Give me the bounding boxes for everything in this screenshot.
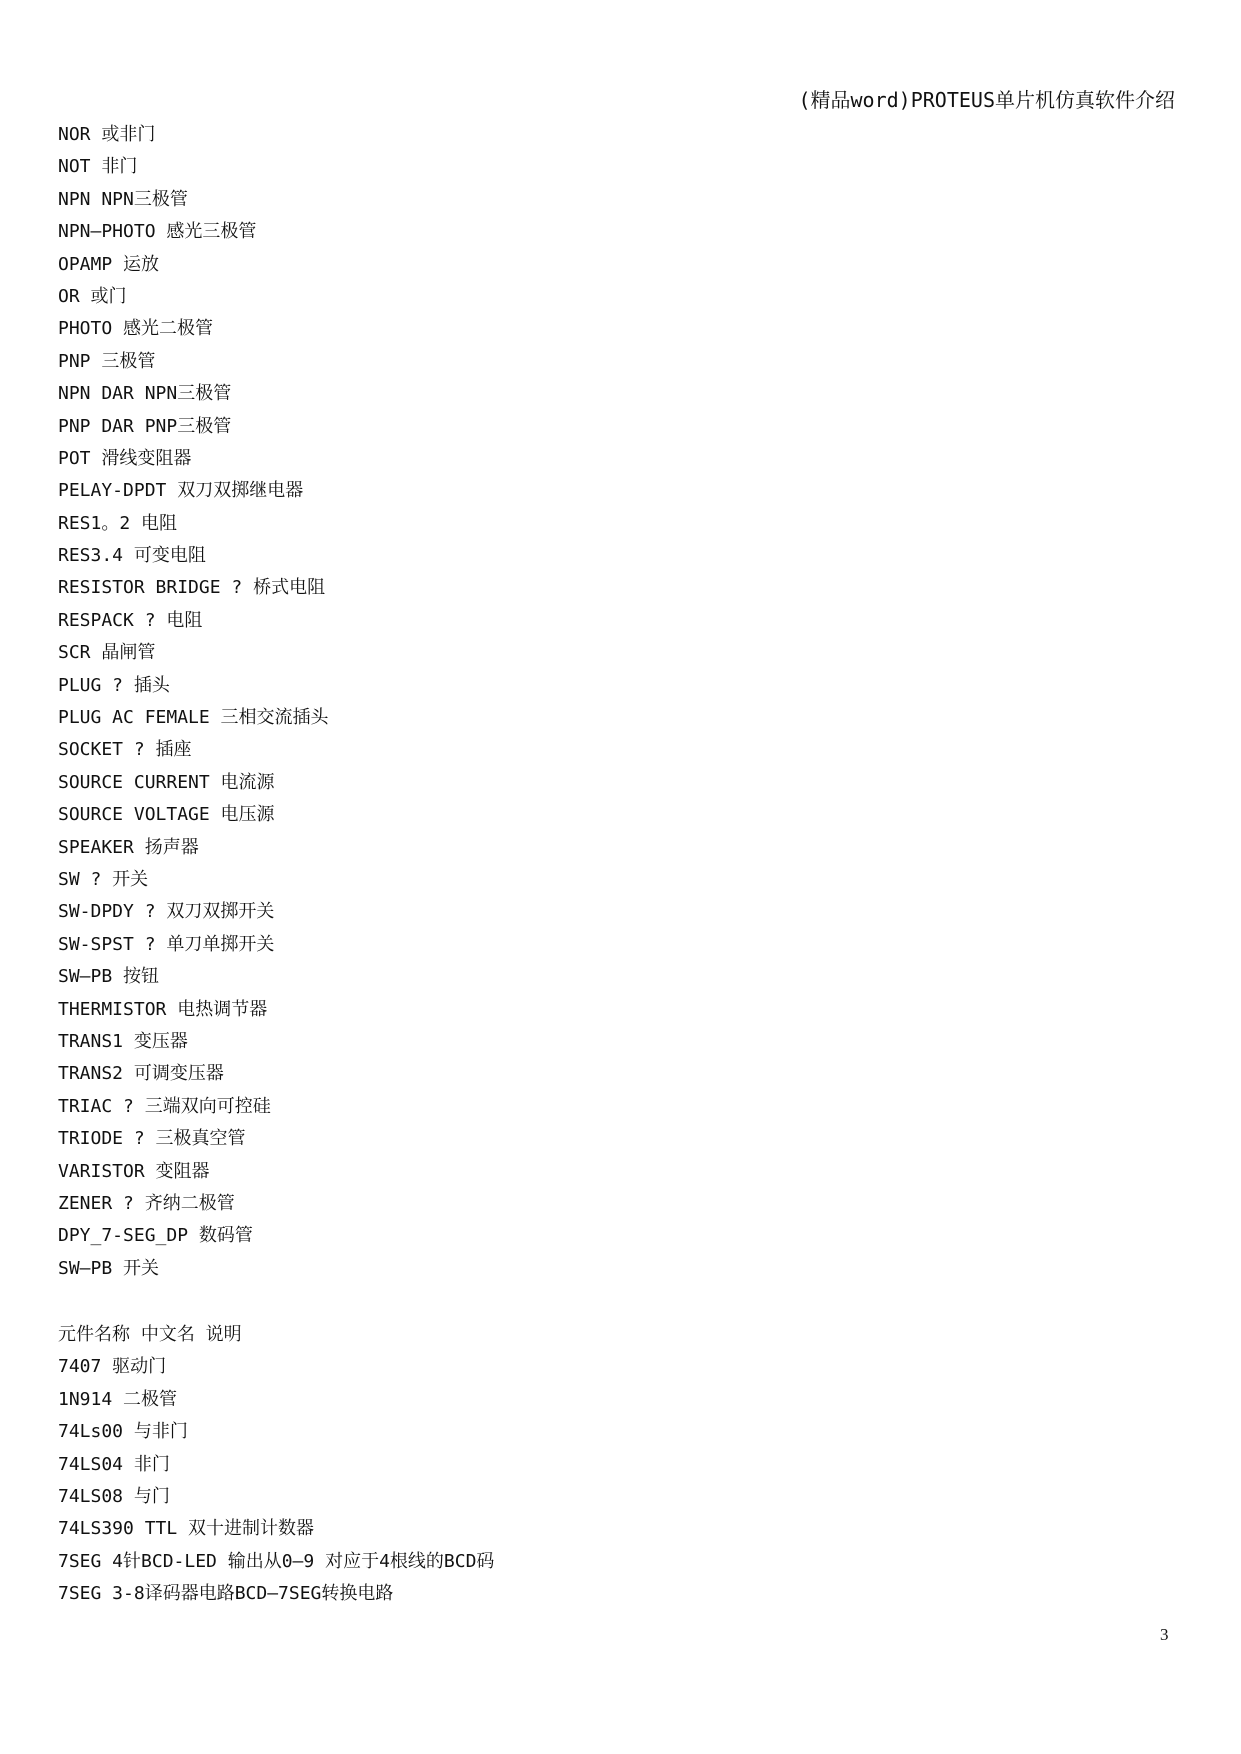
list-item: RESPACK ? 电阻	[58, 609, 203, 631]
list-item: RESISTOR BRIDGE ? 桥式电阻	[58, 577, 326, 599]
list-item: SOURCE CURRENT 电流源	[58, 771, 275, 793]
list-item: 7407 驱动门	[58, 1356, 167, 1378]
list-item: 74LS04 非门	[58, 1453, 170, 1475]
list-item: NPN DAR NPN三极管	[58, 383, 232, 405]
list-item: PNP 三极管	[58, 350, 156, 372]
list-item: NOT 非门	[58, 156, 138, 178]
list-item: PLUG AC FEMALE 三相交流插头	[58, 707, 329, 729]
list-item: PELAY-DPDT 双刀双掷继电器	[58, 480, 304, 502]
list-item: SW ? 开关	[58, 868, 149, 890]
list-item: THERMISTOR 电热调节器	[58, 998, 268, 1020]
list-item: TRANS2 可调变压器	[58, 1063, 224, 1085]
list-item: RES1。2 电阻	[58, 512, 178, 534]
list-item: OPAMP 运放	[58, 253, 160, 275]
list-item: 1N914 二极管	[58, 1388, 178, 1410]
list-item: SW—PB 按钮	[58, 966, 160, 988]
list-item: PLUG ? 插头	[58, 674, 170, 696]
list-item: NPN NPN三极管	[58, 188, 188, 210]
list-item: 74LS390 TTL 双十进制计数器	[58, 1518, 315, 1540]
list-item: RES3.4 可变电阻	[58, 545, 206, 567]
list-item: 74LS08 与门	[58, 1485, 170, 1507]
list-item: POT 滑线变阻器	[58, 447, 192, 469]
list-item: SOCKET ? 插座	[58, 739, 192, 761]
page-number: 3	[1160, 1625, 1169, 1644]
list-item: SW-SPST ? 单刀单掷开关	[58, 933, 275, 955]
list-item: NPN—PHOTO 感光三极管	[58, 221, 257, 243]
list-item: VARISTOR 变阻器	[58, 1160, 210, 1182]
list-item: SOURCE VOLTAGE 电压源	[58, 804, 275, 826]
list-item: SW—PB 开关	[58, 1257, 160, 1279]
list-item: SW-DPDY ? 双刀双掷开关	[58, 901, 275, 923]
list-item: OR 或门	[58, 285, 127, 307]
list-item: TRIODE ? 三极真空管	[58, 1128, 246, 1150]
table-header-row: 元件名称 中文名 说明	[58, 1324, 242, 1345]
component-list-part-2	[58, 1319, 494, 1611]
list-item: TRIAC ? 三端双向可控硅	[58, 1095, 271, 1117]
list-item: SCR 晶闸管	[58, 642, 156, 664]
list-item: ZENER ? 齐纳二极管	[58, 1192, 235, 1214]
list-item: 7SEG 3-8译码器电路BCD—7SEG转换电路	[58, 1583, 394, 1605]
list-item: PHOTO 感光二极管	[58, 318, 214, 340]
list-item: DPY_7-SEG_DP 数码管	[58, 1225, 253, 1247]
list-item: NOR 或非门	[58, 124, 156, 145]
list-item: SPEAKER 扬声器	[58, 836, 199, 858]
page-header-title: (精品word)PROTEUS单片机仿真软件介绍	[798, 88, 1175, 112]
list-item: PNP DAR PNP三极管	[58, 415, 232, 437]
list-item: 74Ls00 与非门	[58, 1421, 188, 1443]
list-item: TRANS1 变压器	[58, 1030, 188, 1052]
list-item: 7SEG 4针BCD-LED 输出从0—9 对应于4根线的BCD码	[58, 1550, 495, 1572]
component-list-part-1	[58, 119, 329, 1285]
